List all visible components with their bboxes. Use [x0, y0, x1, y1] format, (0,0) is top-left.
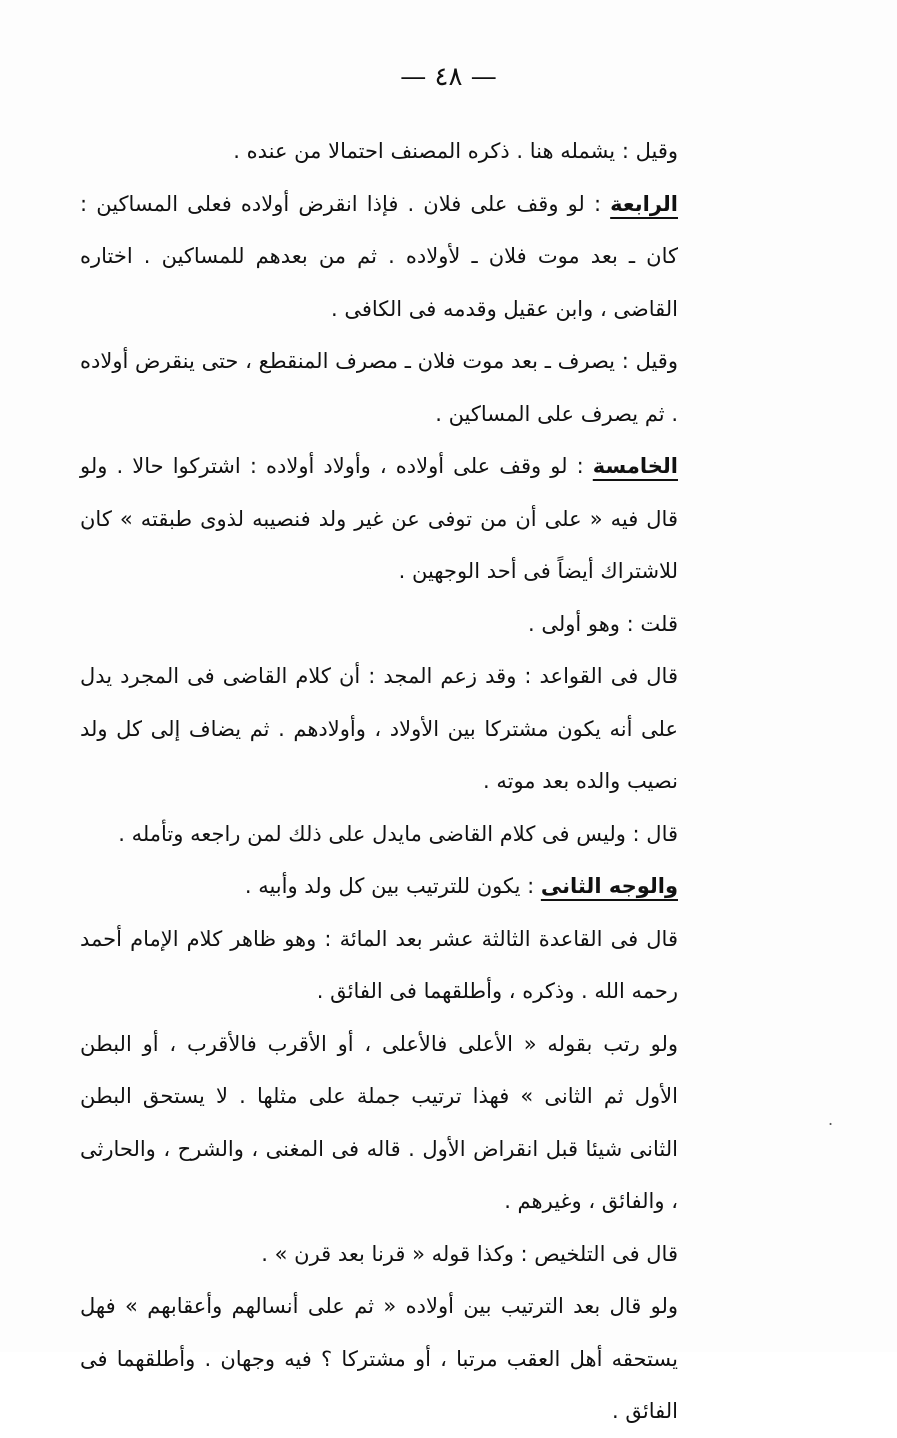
paragraph-text: قال فى التلخيص : وكذا قوله « قرنا بعد قرن » . [261, 1241, 678, 1266]
paragraph-7 [80, 808, 726, 861]
paragraph-text: وقيل : يصرف ـ بعد موت فلان ـ مصرف المنقطع ، حتى ينقرض أولاده . ثم يصرف على المساكين . [80, 349, 678, 426]
paragraph-heading: الخامسة [592, 454, 678, 478]
paragraph-6 [80, 650, 726, 808]
paragraph-text: قلت : وهو أولى . [527, 611, 678, 636]
paragraph-heading: الرابعة [610, 191, 678, 216]
margin-dot: . [828, 1110, 834, 1129]
paragraph-8 [80, 860, 726, 913]
paragraph-10 [80, 1018, 726, 1228]
paragraph-text: ولو قال بعد الترتيب بين أولاده « ثم على أنسالهم وأعقابهم » فهل يستحقه أهل العقب مرتبا ، أو مشتركا ؟ فيه وجهان . وأطلقهما فى الفائق . [80, 1294, 678, 1423]
paragraph-2 [80, 178, 726, 336]
paragraph-text: : لو وقف على فلان . فإذا انقرض أولاده فعلى المساكين : كان ـ بعد موت فلان ـ لأولاده . ثم من بعدهم للمساكين . اختاره القاضى ، وابن عقيل وقدمه فى الكافى . [80, 191, 678, 321]
paragraph-4 [80, 440, 726, 598]
paragraph-9 [80, 913, 726, 1018]
page-number: — ٤٨ — [400, 62, 497, 92]
paragraph-heading: والوجه الثانى [540, 874, 678, 898]
paragraph-text: : لو وقف على أولاده ، وأولاد أولاده : اشتركوا حالا . ولو قال فيه « على أن من توفى عن غير ولد فنصيبه لذوى طبقته » كان للاشتراك أيضاً فى أحد الوجهين . [80, 454, 678, 583]
paragraph-text: ولو رتب بقوله « الأعلى فالأعلى ، أو الأقرب فالأقرب ، أو البطن الأول ثم الثانى » فهذا ترتيب جملة على مثلها . لا يستحق البطن الثانى شيئا قبل انقراض الأول . قاله فى المغنى ، والشرح ، والحارثى ، والفائق ، وغيرهم . [80, 1031, 678, 1213]
paragraph-1 [80, 125, 726, 178]
paragraph-5 [80, 598, 726, 651]
paragraph-text: قال فى القاعدة الثالثة عشر بعد المائة : وهو ظاهر كلام الإمام أحمد رحمه الله . وذكره ، وأطلقهما فى الفائق . [80, 926, 678, 1003]
paragraph-text: : يكون للترتيب بين كل ولد وأبيه . [244, 874, 541, 898]
paragraph-12 [80, 1280, 726, 1438]
body-text [80, 125, 726, 1438]
paragraph-11 [80, 1228, 726, 1281]
paragraph-text: قال : وليس فى كلام القاضى مايدل على ذلك لمن راجعه وتأمله . [118, 821, 678, 846]
paragraph-text: قال فى القواعد : وقد زعم المجد : أن كلام القاضى فى المجرد يدل على أنه يكون مشتركا بين الأولاد ، وأولادهم . ثم يضاف إلى كل ولد نصيب والده بعد موته . [80, 664, 678, 793]
paragraph-3 [80, 335, 726, 440]
paragraph-text: وقيل : يشمله هنا . ذكره المصنف احتمالا من عنده . [233, 139, 678, 163]
